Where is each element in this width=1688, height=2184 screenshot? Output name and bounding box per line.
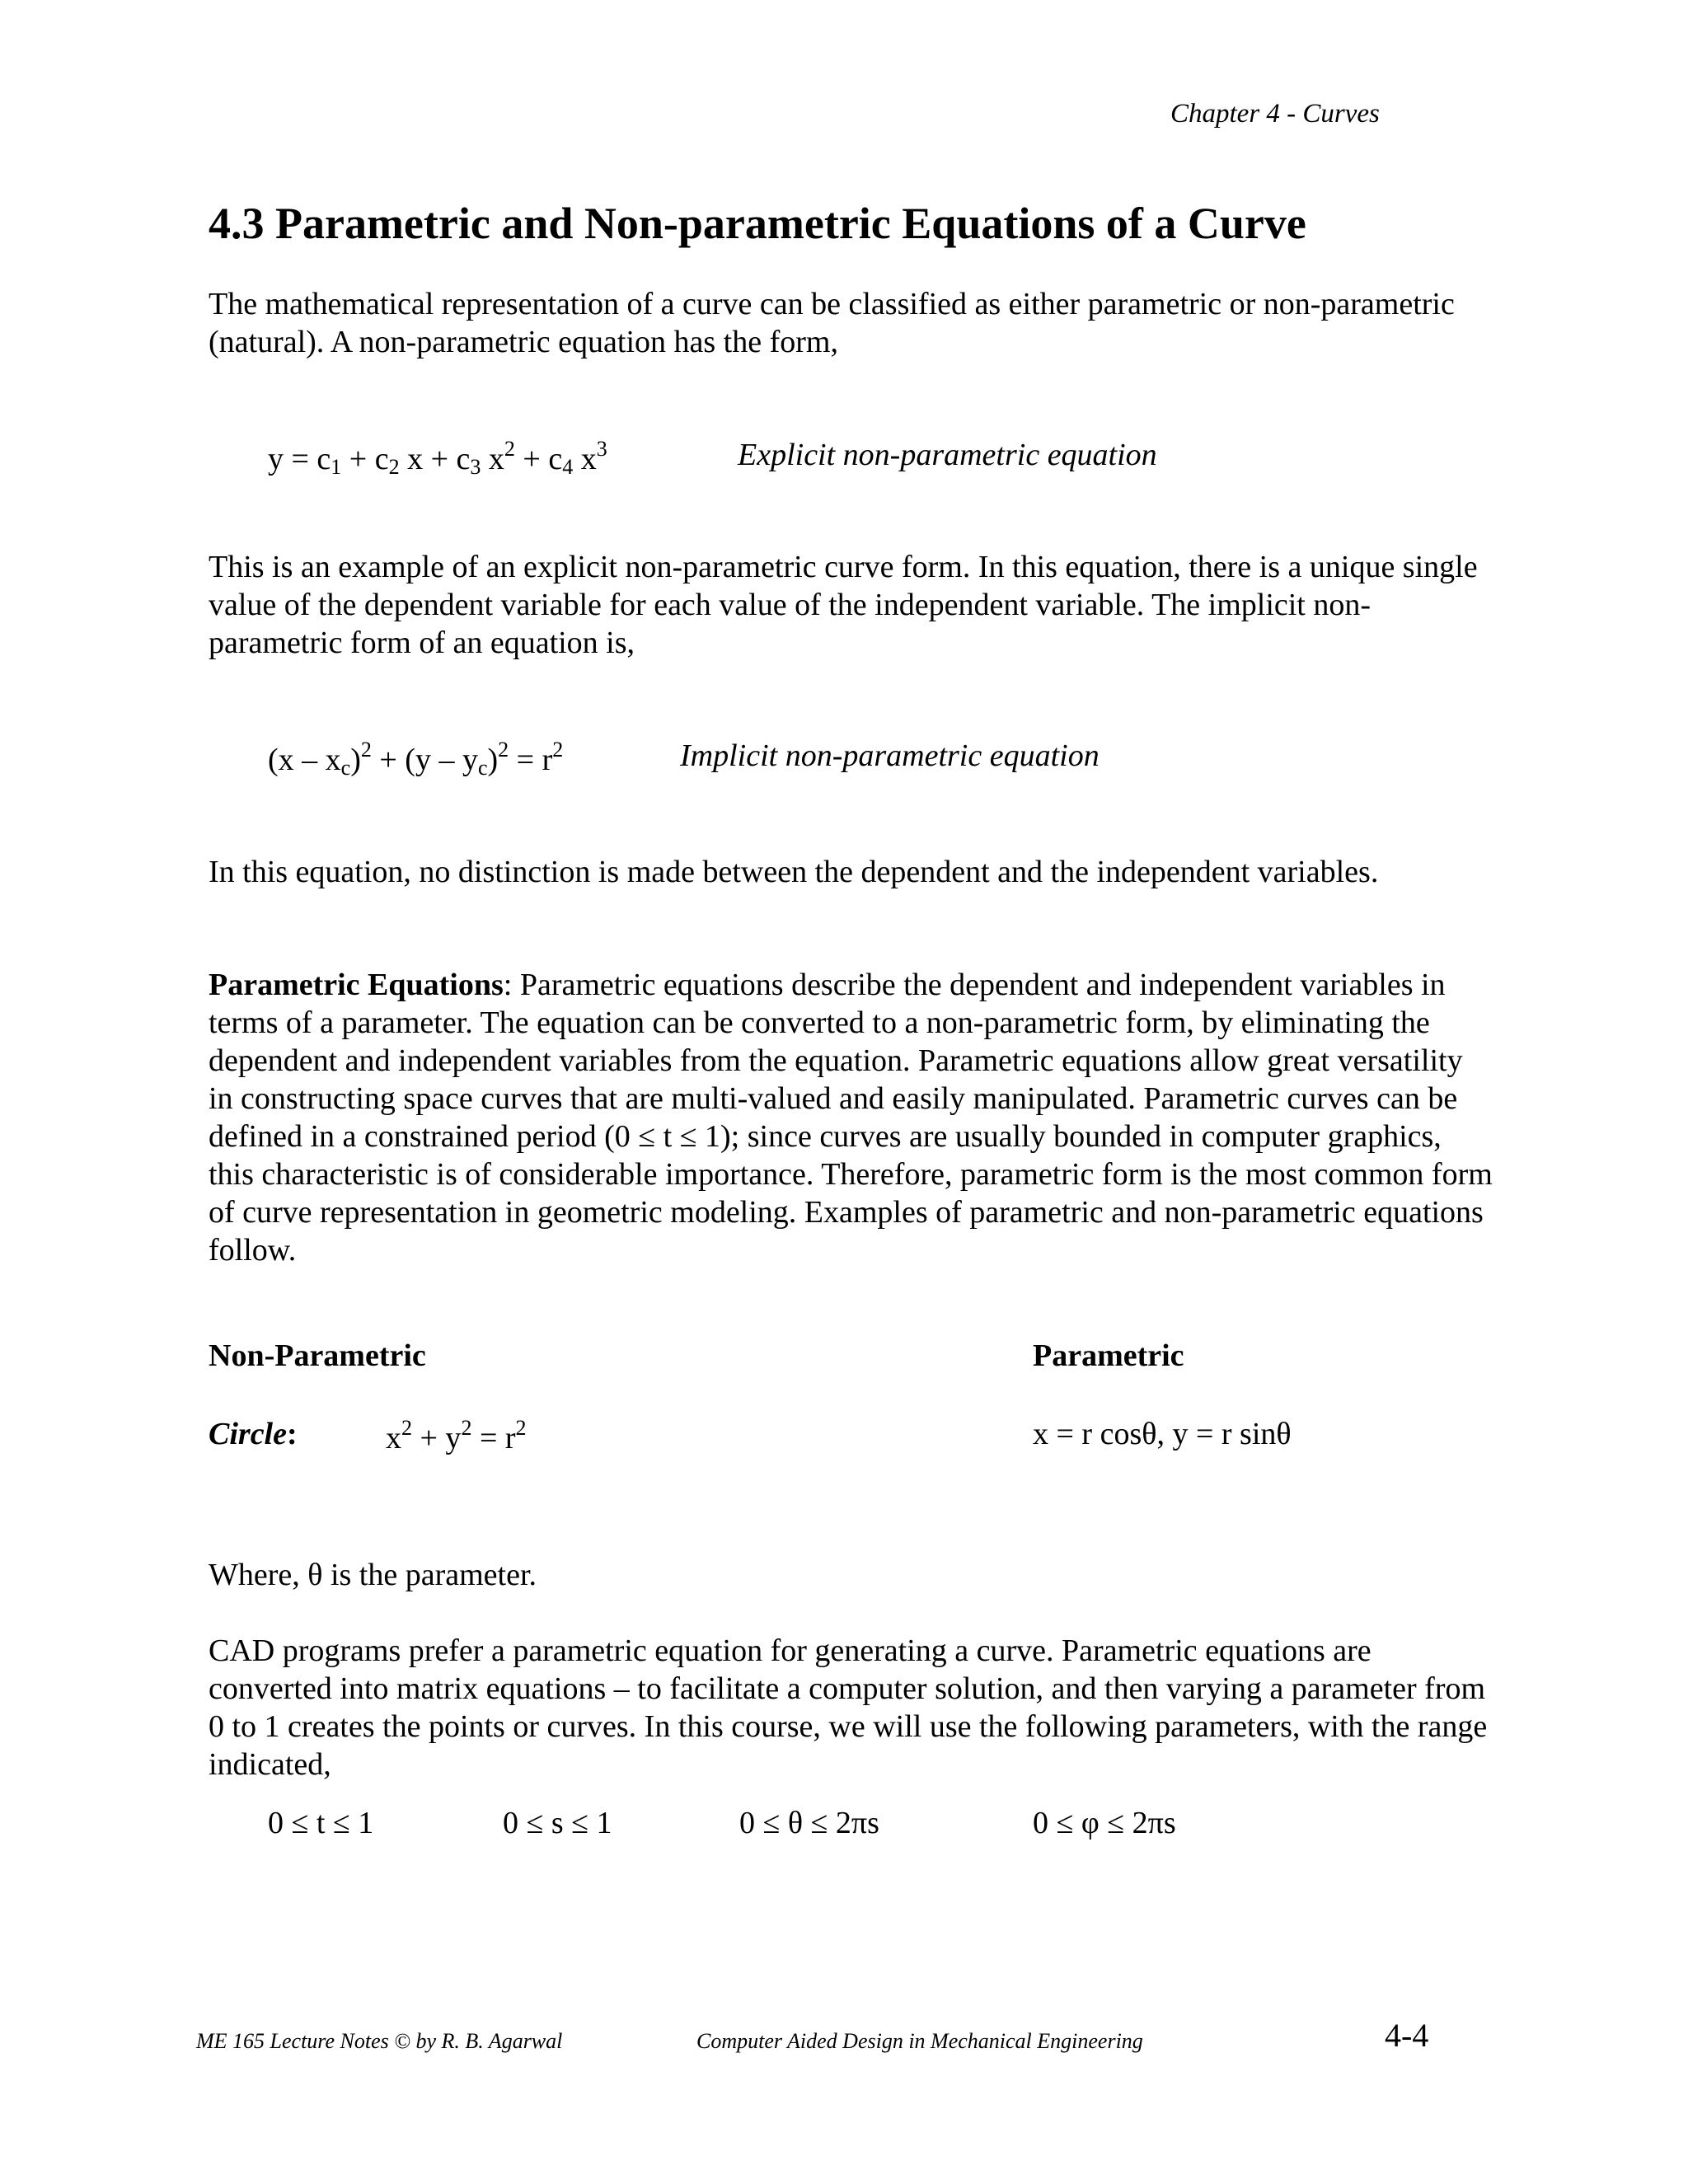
footer-course: Computer Aided Design in Mechanical Engineering bbox=[696, 2029, 1143, 2053]
page-number: 4-4 bbox=[1385, 2017, 1429, 2054]
parameter-note: Where, θ is the parameter. bbox=[209, 1558, 537, 1592]
chapter-header: Chapter 4 - Curves bbox=[1170, 99, 1380, 129]
column-heading-nonparametric: Non-Parametric bbox=[209, 1338, 426, 1373]
section-title: 4.3 Parametric and Non-parametric Equations of a Curve bbox=[209, 199, 1306, 248]
circle-parametric-equation: x = r cosθ, y = r sinθ bbox=[1033, 1417, 1292, 1451]
range-s: 0 ≤ s ≤ 1 bbox=[503, 1806, 612, 1840]
parametric-paragraph: Parametric Equations: Parametric equations describe the dependent and independent variables in terms of a parameter. The equation can be converted to a non-parametric form, by eliminating the dependent and independent variables from the equation. Parametric equations allow great versatility in constructing space curves that are multi-valued and easily manipulated. Parametric curves can be defined in a constrained period (0 ≤ t ≤ 1); since curves are usually bounded in computer graphics, this characteristic is of considerable importance. Therefore, parametric form is the most common form of curve representation in geometric modeling. Examples of parametric and non-parametric equations follow. bbox=[209, 968, 1493, 1268]
implicit-equation: $(x - x_c)^2 + (y - y_c)^2 = r^2$ bbox=[268, 738, 564, 780]
implicit-paragraph: In this equation, no distinction is made between the dependent and the independent variables. bbox=[209, 855, 1379, 889]
range-phi: 0 ≤ φ ≤ 2πs bbox=[1033, 1806, 1176, 1840]
explicit-paragraph: This is an example of an explicit non-parametric curve form. In this equation, there is a unique single value of the dependent variable for each value of the independent variable. The implicit non-parametric form of an equation is, bbox=[209, 550, 1478, 660]
footer-copyright: ME 165 Lecture Notes © by R. B. Agarwal bbox=[196, 2029, 563, 2053]
explicit-equation-label: Explicit non-parametric equation bbox=[738, 438, 1157, 472]
circle-nonparametric-equation: $x^2 + y^2 = r^2$ bbox=[386, 1416, 527, 1455]
circle-label: Circle: bbox=[209, 1417, 298, 1451]
parametric-term: Parametric Equations bbox=[209, 968, 504, 1002]
cad-paragraph: CAD programs prefer a parametric equation for generating a curve. Parametric equations are converted into matrix equations – to facilitate a computer solution, and then varying a parameter from 0 to 1 creates the points or curves. In this course, we will use the following parameters, with the range indicated, bbox=[209, 1633, 1488, 1782]
explicit-equation: $y = c_1 + c_2$ $x + c_3$ $x^2 + c_4$ $x^3$ bbox=[268, 437, 607, 479]
implicit-equation-label: Implicit non-parametric equation bbox=[680, 738, 1100, 773]
intro-paragraph: The mathematical representation of a curve can be classified as either parametric or non-parametric (natural). A non-parametric equation has the form, bbox=[209, 287, 1455, 359]
range-theta: 0 ≤ θ ≤ 2πs bbox=[739, 1806, 879, 1840]
range-t: 0 ≤ t ≤ 1 bbox=[268, 1806, 374, 1840]
column-heading-parametric: Parametric bbox=[1033, 1338, 1184, 1373]
